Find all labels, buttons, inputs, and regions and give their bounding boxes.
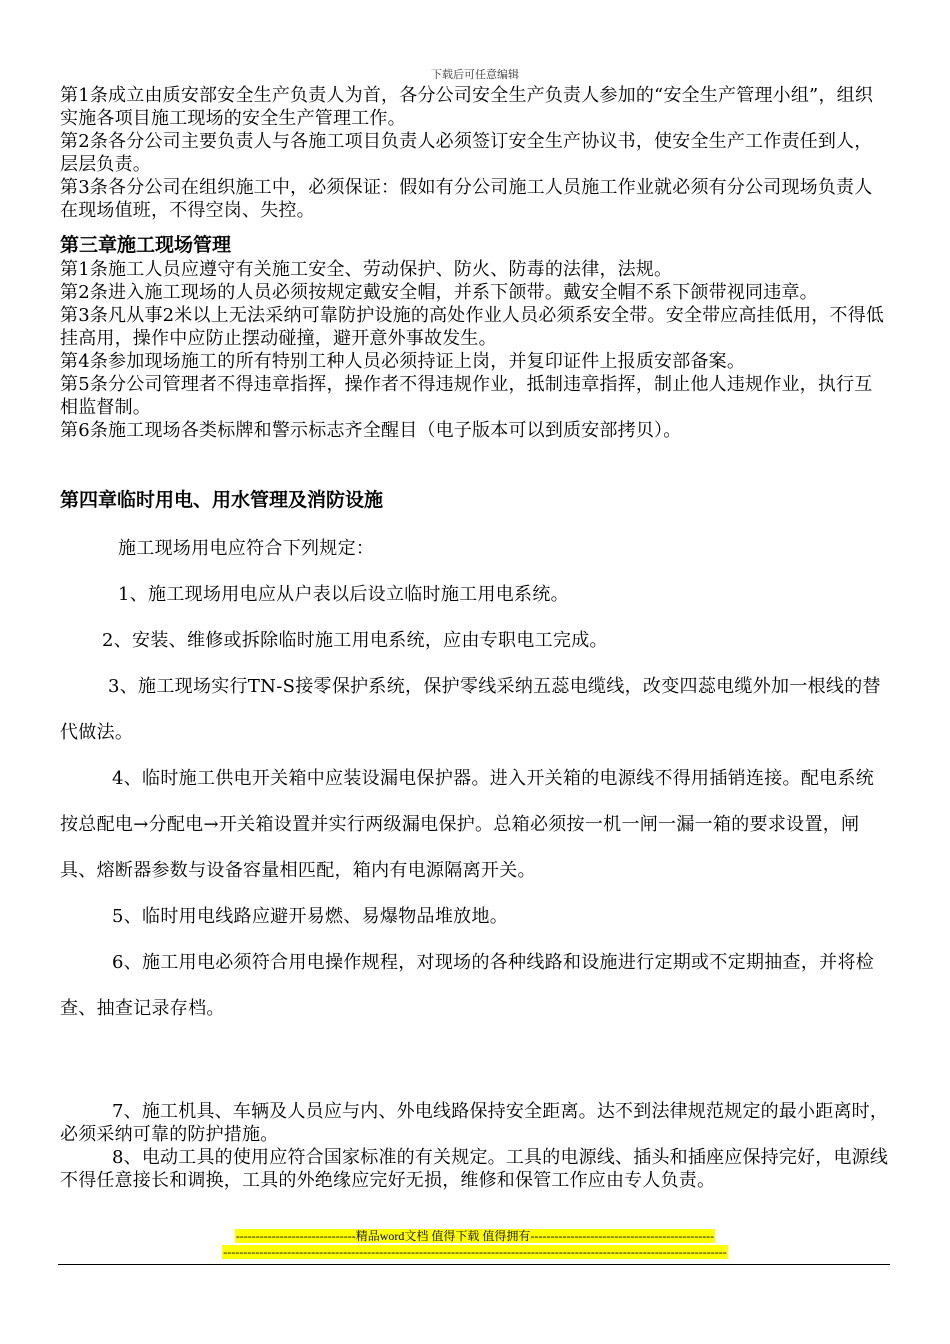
bottom-rule bbox=[58, 1264, 890, 1265]
chapter-4-intro: 施工现场用电应符合下列规定： bbox=[118, 538, 375, 559]
ch3-article-2: 第2条进入施工现场的人员必须按规定戴安全帽，并系下颌带。戴安全帽不系下颌带视同违章。 bbox=[60, 282, 818, 303]
ch4-item-1: 1、施工现场用电应从户表以后设立临时施工用电系统。 bbox=[118, 584, 569, 605]
ch4-item-6: 6、施工用电必须符合用电操作规程，对现场的各种线路和设施进行定期或不定期抽查，并将检查、抽查记录存档。 bbox=[60, 952, 875, 1019]
chapter-3-articles bbox=[60, 258, 890, 442]
article-1: 第1条成立由质安部安全生产负责人为首，各分公司安全生产负责人参加的“安全生产管理小组”，组织实施各项目施工现场的安全生产管理工作。 bbox=[60, 85, 874, 129]
ch3-article-6: 第6条施工现场各类标牌和警示标志齐全醒目（电子版本可以到质安部拷贝）。 bbox=[60, 420, 682, 441]
ch3-article-4: 第4条参加现场施工的所有特别工种人员必须持证上岗，并复印证件上报质安部备案。 bbox=[60, 351, 746, 372]
ch4-item-7: 7、施工机具、车辆及人员应与内、外电线路保持安全距离。达不到法律规范规定的最小距离时，必须采纳可靠的防护措施。 bbox=[60, 1101, 889, 1145]
ch4-item-4: 4、临时施工供电开关箱中应装设漏电保护器。进入开关箱的电源线不得用插销连接。配电系统按总配电→分配电→开关箱设置并实行两级漏电保护。总箱必须按一机一闸一漏一箱的要求设置，闸具、熔断器参数与设备容量相匹配，箱内有电源隔离开关。 bbox=[60, 768, 875, 881]
chapter-3-title: 第三章施工现场管理 bbox=[60, 234, 232, 256]
header-note: 下载后可任意编辑 bbox=[431, 68, 519, 81]
chapter-4-body bbox=[60, 526, 890, 1032]
ch4-item-8: 8、电动工具的使用应符合国家标准的有关规定。工具的电源线、插头和插座应保持完好，电源线不得任意接长和调换，工具的外绝缘应完好无损，维修和保管工作应由专人负责。 bbox=[60, 1147, 889, 1191]
footer-banner bbox=[0, 1228, 950, 1260]
intro-articles bbox=[60, 84, 890, 222]
ch3-article-3: 第3条凡从事2米以上无法采纳可靠防护设施的高处作业人员必须系安全带。安全带应高挂低用，不得低挂高用，操作中应防止摆动碰撞，避开意外事故发生。 bbox=[60, 305, 885, 349]
article-3: 第3条各分公司在组织施工中，必须保证：假如有分公司施工人员施工作业就必须有分公司现场负责人在现场值班，不得空岗、失控。 bbox=[60, 177, 873, 221]
ch4-item-3: 3、施工现场实行TN-S接零保护系统，保护零线采纳五蕊电缆线，改变四蕊电缆外加一根线的替代做法。 bbox=[60, 676, 881, 743]
article-2: 第2条各分公司主要负责人与各施工项目负责人必须签订安全生产协议书，使安全生产工作责任到人，层层负责。 bbox=[60, 131, 873, 175]
footer-line-2: ------------------------------------------------------------------------------------------------------------------------------ bbox=[223, 1245, 727, 1259]
chapter-4-dense-items bbox=[60, 1100, 890, 1192]
ch3-article-1: 第1条施工人员应遵守有关施工安全、劳动保护、防火、防毒的法律，法规。 bbox=[60, 259, 673, 280]
ch4-item-2: 2、安装、维修或拆除临时施工用电系统，应由专职电工完成。 bbox=[102, 630, 608, 651]
ch3-article-5: 第5条分公司管理者不得违章指挥，操作者不得违规作业，抵制违章指挥，制止他人违规作业，执行互相监督制。 bbox=[60, 374, 873, 418]
footer-line-1: ------------------------------精品word文档 值得下载 值得拥有---------------------------------------------- bbox=[235, 1229, 715, 1243]
ch4-item-5: 5、临时用电线路应避开易燃、易爆物品堆放地。 bbox=[112, 906, 509, 927]
chapter-4-title: 第四章临时用电、用水管理及消防设施 bbox=[60, 489, 384, 511]
